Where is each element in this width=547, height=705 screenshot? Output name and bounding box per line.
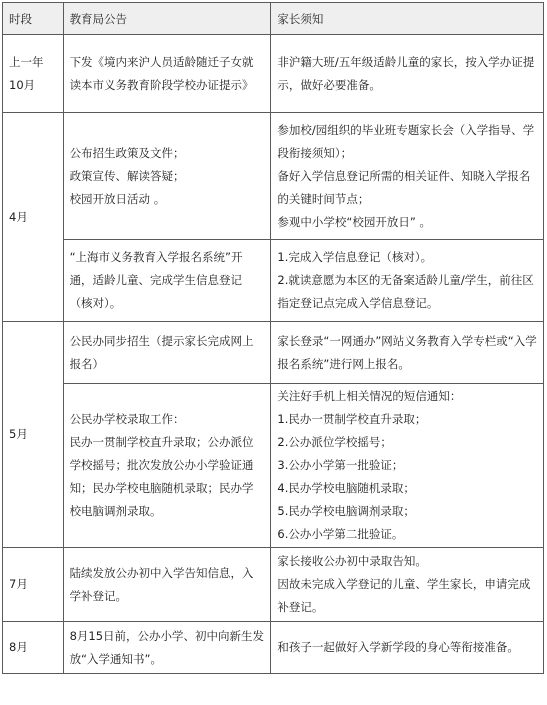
cell-line: 校园开放日活动 。 [69,191,166,206]
cell-line: 政策宣传、解读答疑； [69,168,185,183]
cell-line: 1.民办一贯制学校直升录取； [277,412,427,426]
cell-line: 参加校/园组织的毕业班专题家长会（入学指导、学段衔接须知）； [277,122,535,160]
table-row [3,322,544,384]
cell-line: 备好入学信息登记所需的相关证件、知晓入学报名的关键时间节点； [277,168,531,206]
cell-line: 3.公办小学第一批验证； [277,458,404,472]
cell-line: 公民办学校录取工作： [69,412,185,426]
period-cell: 7月 [3,548,64,622]
parent-note-cell [271,113,544,240]
cell-line: 和孩子一起做好入学新学段的身心等衔接准备。 [277,640,519,654]
period-cell: 5月 [3,322,64,548]
cell-line: 下发《境内来沪人员适龄随迁子女就读本市义务教育阶段学校办证提示》 [69,54,254,92]
table-row [3,35,544,113]
parent-note-cell [271,240,544,322]
cell-line: 6.公办小学第二批验证。 [277,527,404,541]
bureau-notice-cell [63,384,271,548]
cell-line: 民办一贯制学校直升录取；公办派位学校摇号；批次发放公办小学验证通知；民办学校电脑随机录取；民办学校电脑调剂录取。 [69,435,254,518]
parent-note-cell [271,622,544,674]
parent-note-cell [271,548,544,622]
cell-line: 2.就读意愿为本区的无备案适龄儿童/学生，前往区指定登记点完成入学信息登记。 [277,273,534,310]
cell-line: 家长登录“一网通办”网站义务教育入学专栏或“入学报名系统”进行网上报名。 [277,333,537,371]
cell-line: “上海市义务教育入学报名系统”开通，适龄儿童、完成学生信息登记（核对）。 [69,250,243,310]
bureau-notice-cell [63,113,271,240]
cell-line: 4.民办学校电脑随机录取； [277,481,415,495]
table-row [3,622,544,674]
admission-schedule-table [2,2,544,674]
bureau-notice-cell [63,322,271,384]
table-header-row [3,3,544,35]
cell-line: 2.公办派位学校摇号； [277,435,392,449]
table-row [3,548,544,622]
parent-note-cell [271,384,544,548]
period-cell: 上一年10月 [3,35,64,113]
header-parent-notes: 家长须知 [271,3,544,35]
bureau-notice-cell [63,548,271,622]
table-row [3,240,544,322]
parent-note-cell [271,35,544,113]
header-period: 时段 [3,3,64,35]
cell-line: 公布招生政策及文件； [69,145,185,160]
table-row [3,113,544,240]
cell-line: 公民办同步招生（提示家长完成网上报名） [69,333,254,371]
cell-line: 1.完成入学信息登记（核对）。 [277,250,433,264]
cell-line: 非沪籍大班/五年级适龄儿童的家长，按入学办证提示，做好必要准备。 [277,54,535,92]
header-bureau-notice: 教育局公告 [63,3,271,35]
cell-line: 因故未完成入学登记的儿童、学生家长，申请完成补登记。 [277,577,531,614]
cell-line: 家长接收公办初中录取告知。 [277,554,427,568]
cell-line: 关注好手机上相关情况的短信通知： [277,389,462,403]
bureau-notice-cell [63,240,271,322]
bureau-notice-cell [63,35,271,113]
bureau-notice-cell [63,622,271,674]
cell-line: 8月15日前，公办小学、初中向新生发放“入学通知书”。 [69,628,265,666]
cell-line: 参观中小学校“校园开放日” 。 [277,214,431,229]
cell-line: 陆续发放公办初中入学告知信息，入学补登记。 [69,565,254,603]
period-cell: 8月 [3,622,64,674]
table-row [3,384,544,548]
cell-line: 5.民办学校电脑调剂录取； [277,504,415,518]
parent-note-cell [271,322,544,384]
period-cell: 4月 [3,113,64,322]
